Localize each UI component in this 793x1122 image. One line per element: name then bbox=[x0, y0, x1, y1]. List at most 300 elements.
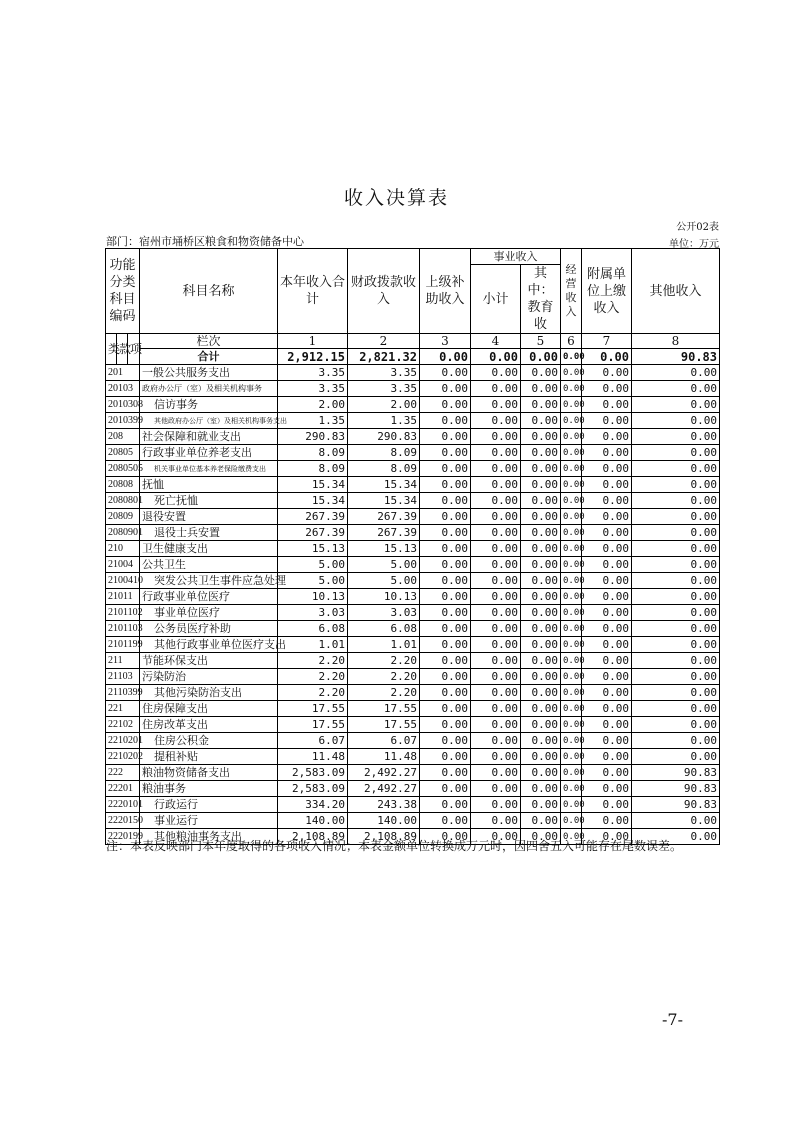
row-value: 0.00 bbox=[632, 365, 720, 381]
page-number: -7- bbox=[662, 1010, 683, 1029]
row-value: 0.00 bbox=[632, 733, 720, 749]
col-number: 1 bbox=[278, 334, 348, 349]
row-value: 0.00 bbox=[471, 397, 521, 413]
row-value: 0.00 bbox=[561, 813, 582, 829]
table-row bbox=[106, 765, 720, 781]
row-code: 2010399 bbox=[106, 413, 140, 429]
row-value: 0.00 bbox=[582, 813, 632, 829]
row-value: 0.00 bbox=[420, 749, 471, 765]
header-total-income: 本年收入合计 bbox=[278, 249, 348, 334]
row-value: 15.34 bbox=[278, 477, 348, 493]
row-value: 0.00 bbox=[471, 525, 521, 541]
row-value: 0.00 bbox=[521, 429, 561, 445]
row-value: 0.00 bbox=[582, 477, 632, 493]
row-value: 0.00 bbox=[632, 541, 720, 557]
row-value: 0.00 bbox=[471, 573, 521, 589]
row-code: 2220101 bbox=[106, 797, 140, 813]
row-value: 0.00 bbox=[471, 557, 521, 573]
table-row bbox=[106, 429, 720, 445]
header-fiscal: 财政拨款收入 bbox=[348, 249, 420, 334]
row-value: 267.39 bbox=[348, 509, 420, 525]
row-value: 0.00 bbox=[420, 397, 471, 413]
table-row bbox=[106, 461, 720, 477]
row-value: 6.08 bbox=[278, 621, 348, 637]
row-subject-name: 卫生健康支出 bbox=[140, 541, 278, 557]
row-value: 0.00 bbox=[471, 797, 521, 813]
row-value: 90.83 bbox=[632, 797, 720, 813]
income-table bbox=[105, 248, 720, 845]
row-code: 2210201 bbox=[106, 733, 140, 749]
row-value: 0.00 bbox=[582, 429, 632, 445]
col-number: 6 bbox=[561, 334, 582, 349]
row-value: 0.00 bbox=[632, 717, 720, 733]
row-value: 0.00 bbox=[561, 525, 582, 541]
row-value: 2.20 bbox=[278, 685, 348, 701]
total-value: 0.00 bbox=[582, 349, 632, 365]
row-value: 0.00 bbox=[561, 397, 582, 413]
row-code: 2080801 bbox=[106, 493, 140, 509]
row-subject-name: 突发公共卫生事件应急处理 bbox=[140, 573, 278, 589]
row-value: 0.00 bbox=[521, 637, 561, 653]
table-row bbox=[106, 669, 720, 685]
row-value: 90.83 bbox=[632, 765, 720, 781]
row-value: 6.07 bbox=[348, 733, 420, 749]
row-subject-name: 行政事业单位医疗 bbox=[140, 589, 278, 605]
row-value: 267.39 bbox=[348, 525, 420, 541]
row-value: 0.00 bbox=[561, 685, 582, 701]
row-value: 0.00 bbox=[420, 829, 471, 845]
row-value: 0.00 bbox=[521, 573, 561, 589]
row-value: 0.00 bbox=[582, 493, 632, 509]
header-lei: 类 bbox=[106, 334, 117, 365]
row-value: 0.00 bbox=[632, 573, 720, 589]
row-code: 22201 bbox=[106, 781, 140, 797]
row-subject-name: 行政事业单位养老支出 bbox=[140, 445, 278, 461]
row-value: 0.00 bbox=[420, 733, 471, 749]
row-value: 0.00 bbox=[632, 429, 720, 445]
row-subject-name: 事业运行 bbox=[140, 813, 278, 829]
row-value: 15.34 bbox=[278, 493, 348, 509]
row-value: 0.00 bbox=[582, 749, 632, 765]
total-value: 2,821.32 bbox=[348, 349, 420, 365]
table-row bbox=[106, 749, 720, 765]
row-value: 0.00 bbox=[632, 685, 720, 701]
row-value: 0.00 bbox=[420, 493, 471, 509]
row-value: 0.00 bbox=[582, 461, 632, 477]
row-code: 2220150 bbox=[106, 813, 140, 829]
row-value: 0.00 bbox=[471, 589, 521, 605]
row-code: 20808 bbox=[106, 477, 140, 493]
table-row bbox=[106, 381, 720, 397]
row-code: 2080505 bbox=[106, 461, 140, 477]
row-value: 2.20 bbox=[278, 653, 348, 669]
row-value: 2.00 bbox=[348, 397, 420, 413]
row-subject-name: 行政运行 bbox=[140, 797, 278, 813]
row-value: 0.00 bbox=[582, 701, 632, 717]
row-value: 0.00 bbox=[521, 621, 561, 637]
row-value: 11.48 bbox=[348, 749, 420, 765]
header-superior-subsidy: 上级补助收入 bbox=[420, 249, 471, 334]
row-subject-name: 粮油事务 bbox=[140, 781, 278, 797]
table-row bbox=[106, 557, 720, 573]
row-value: 0.00 bbox=[632, 461, 720, 477]
table-note: 注：本表反映部门本年度取得的各项收入情况；本表金额单位转换成万元时，因四舍五入可能存在尾数误差。 bbox=[106, 839, 683, 853]
row-value: 0.00 bbox=[582, 445, 632, 461]
row-value: 0.00 bbox=[471, 765, 521, 781]
row-code: 2110399 bbox=[106, 685, 140, 701]
row-value: 17.55 bbox=[348, 717, 420, 733]
header-func-code: 功能分类科目编码 bbox=[106, 249, 140, 334]
row-value: 0.00 bbox=[582, 541, 632, 557]
row-value: 0.00 bbox=[561, 829, 582, 845]
row-value: 0.00 bbox=[471, 669, 521, 685]
col-number: 7 bbox=[582, 334, 632, 349]
row-value: 0.00 bbox=[582, 685, 632, 701]
row-value: 0.00 bbox=[632, 493, 720, 509]
header-kuan: 款 bbox=[117, 334, 128, 365]
row-value: 90.83 bbox=[632, 781, 720, 797]
row-subject-name: 一般公共服务支出 bbox=[140, 365, 278, 381]
row-value: 140.00 bbox=[278, 813, 348, 829]
row-value: 0.00 bbox=[420, 461, 471, 477]
row-value: 334.20 bbox=[278, 797, 348, 813]
row-value: 0.00 bbox=[632, 653, 720, 669]
col-number: 4 bbox=[471, 334, 521, 349]
row-value: 0.00 bbox=[521, 493, 561, 509]
row-value: 0.00 bbox=[471, 701, 521, 717]
row-value: 0.00 bbox=[471, 733, 521, 749]
header-lanci: 栏次 bbox=[140, 334, 278, 349]
row-subject-name: 退役安置 bbox=[140, 509, 278, 525]
row-value: 0.00 bbox=[632, 589, 720, 605]
table-row bbox=[106, 653, 720, 669]
row-value: 0.00 bbox=[521, 605, 561, 621]
table-row bbox=[106, 701, 720, 717]
table-body bbox=[106, 365, 720, 845]
row-value: 0.00 bbox=[561, 733, 582, 749]
row-subject-name: 提租补贴 bbox=[140, 749, 278, 765]
col-number: 2 bbox=[348, 334, 420, 349]
row-code: 2220199 bbox=[106, 829, 140, 845]
table-row bbox=[106, 525, 720, 541]
row-code: 211 bbox=[106, 653, 140, 669]
row-value: 0.00 bbox=[420, 589, 471, 605]
row-value: 11.48 bbox=[278, 749, 348, 765]
row-value: 0.00 bbox=[521, 685, 561, 701]
row-subject-name: 政府办公厅（室）及相关机构事务 bbox=[140, 381, 278, 397]
row-value: 0.00 bbox=[632, 829, 720, 845]
row-value: 2.20 bbox=[348, 669, 420, 685]
row-value: 0.00 bbox=[632, 397, 720, 413]
row-value: 0.00 bbox=[521, 413, 561, 429]
row-value: 0.00 bbox=[471, 509, 521, 525]
table-row bbox=[106, 797, 720, 813]
row-value: 2,492.27 bbox=[348, 765, 420, 781]
row-value: 0.00 bbox=[582, 397, 632, 413]
header-business-income: 事业收入 bbox=[471, 249, 561, 265]
row-subject-name: 其他行政事业单位医疗支出 bbox=[140, 637, 278, 653]
row-value: 0.00 bbox=[521, 509, 561, 525]
row-value: 0.00 bbox=[420, 813, 471, 829]
row-value: 0.00 bbox=[521, 813, 561, 829]
row-value: 0.00 bbox=[632, 701, 720, 717]
col-number: 3 bbox=[420, 334, 471, 349]
row-code: 222 bbox=[106, 765, 140, 781]
row-value: 0.00 bbox=[471, 477, 521, 493]
row-code: 22102 bbox=[106, 717, 140, 733]
row-value: 0.00 bbox=[471, 541, 521, 557]
total-value: 2,912.15 bbox=[278, 349, 348, 365]
row-value: 0.00 bbox=[582, 573, 632, 589]
total-value: 0.00 bbox=[561, 349, 582, 365]
total-label: 合计 bbox=[140, 349, 278, 365]
row-subject-name: 粮油物资储备支出 bbox=[140, 765, 278, 781]
row-value: 0.00 bbox=[420, 429, 471, 445]
row-value: 3.03 bbox=[278, 605, 348, 621]
row-value: 0.00 bbox=[521, 669, 561, 685]
row-subject-name: 公务员医疗补助 bbox=[140, 621, 278, 637]
row-subject-name: 住房保障支出 bbox=[140, 701, 278, 717]
row-value: 0.00 bbox=[632, 413, 720, 429]
row-value: 0.00 bbox=[561, 445, 582, 461]
row-code: 20805 bbox=[106, 445, 140, 461]
row-value: 0.00 bbox=[632, 637, 720, 653]
col-number: 5 bbox=[521, 334, 561, 349]
row-value: 0.00 bbox=[420, 669, 471, 685]
row-code: 221 bbox=[106, 701, 140, 717]
row-value: 0.00 bbox=[632, 813, 720, 829]
row-value: 0.00 bbox=[471, 365, 521, 381]
row-value: 2,583.09 bbox=[278, 781, 348, 797]
row-value: 140.00 bbox=[348, 813, 420, 829]
row-code: 21103 bbox=[106, 669, 140, 685]
row-value: 5.00 bbox=[348, 557, 420, 573]
row-value: 0.00 bbox=[420, 765, 471, 781]
row-value: 0.00 bbox=[521, 557, 561, 573]
row-value: 0.00 bbox=[420, 365, 471, 381]
row-value: 0.00 bbox=[582, 621, 632, 637]
row-value: 15.34 bbox=[348, 493, 420, 509]
row-value: 0.00 bbox=[582, 365, 632, 381]
row-value: 6.07 bbox=[278, 733, 348, 749]
row-code: 201 bbox=[106, 365, 140, 381]
row-value: 243.38 bbox=[348, 797, 420, 813]
table-row bbox=[106, 605, 720, 621]
row-value: 0.00 bbox=[561, 477, 582, 493]
table-row bbox=[106, 541, 720, 557]
row-subject-name: 其他污染防治支出 bbox=[140, 685, 278, 701]
row-value: 0.00 bbox=[471, 445, 521, 461]
row-code: 2101103 bbox=[106, 621, 140, 637]
row-value: 3.35 bbox=[278, 365, 348, 381]
row-value: 0.00 bbox=[632, 445, 720, 461]
row-value: 5.00 bbox=[348, 573, 420, 589]
row-value: 0.00 bbox=[561, 413, 582, 429]
row-value: 5.00 bbox=[278, 573, 348, 589]
row-value: 0.00 bbox=[561, 365, 582, 381]
row-code: 2010308 bbox=[106, 397, 140, 413]
row-value: 2,492.27 bbox=[348, 781, 420, 797]
row-code: 2210202 bbox=[106, 749, 140, 765]
row-value: 1.01 bbox=[348, 637, 420, 653]
row-value: 0.00 bbox=[521, 541, 561, 557]
row-value: 0.00 bbox=[420, 573, 471, 589]
row-subject-name: 节能环保支出 bbox=[140, 653, 278, 669]
row-value: 0.00 bbox=[471, 637, 521, 653]
row-value: 0.00 bbox=[471, 413, 521, 429]
row-value: 0.00 bbox=[582, 829, 632, 845]
row-value: 3.35 bbox=[348, 365, 420, 381]
row-value: 290.83 bbox=[348, 429, 420, 445]
row-value: 0.00 bbox=[521, 733, 561, 749]
row-value: 0.00 bbox=[632, 557, 720, 573]
row-value: 1.01 bbox=[278, 637, 348, 653]
row-value: 0.00 bbox=[521, 589, 561, 605]
table-row bbox=[106, 445, 720, 461]
row-value: 0.00 bbox=[561, 429, 582, 445]
row-value: 5.00 bbox=[278, 557, 348, 573]
total-value: 0.00 bbox=[471, 349, 521, 365]
row-value: 0.00 bbox=[420, 717, 471, 733]
table-row bbox=[106, 413, 720, 429]
row-value: 0.00 bbox=[420, 381, 471, 397]
row-value: 2,108.89 bbox=[278, 829, 348, 845]
table-row bbox=[106, 397, 720, 413]
row-value: 0.00 bbox=[521, 477, 561, 493]
row-value: 8.09 bbox=[348, 445, 420, 461]
row-value: 0.00 bbox=[582, 509, 632, 525]
row-value: 8.09 bbox=[348, 461, 420, 477]
row-code: 2080901 bbox=[106, 525, 140, 541]
row-value: 6.08 bbox=[348, 621, 420, 637]
row-value: 0.00 bbox=[420, 605, 471, 621]
table-row bbox=[106, 685, 720, 701]
row-value: 0.00 bbox=[632, 621, 720, 637]
row-value: 0.00 bbox=[521, 717, 561, 733]
row-value: 1.35 bbox=[348, 413, 420, 429]
row-value: 17.55 bbox=[348, 701, 420, 717]
row-subject-name: 社会保障和就业支出 bbox=[140, 429, 278, 445]
row-value: 0.00 bbox=[632, 605, 720, 621]
row-code: 21011 bbox=[106, 589, 140, 605]
row-value: 0.00 bbox=[420, 445, 471, 461]
row-subject-name: 公共卫生 bbox=[140, 557, 278, 573]
row-value: 0.00 bbox=[420, 797, 471, 813]
row-value: 0.00 bbox=[582, 733, 632, 749]
table-row bbox=[106, 589, 720, 605]
row-value: 0.00 bbox=[420, 541, 471, 557]
table-row bbox=[106, 509, 720, 525]
total-value: 90.83 bbox=[632, 349, 720, 365]
row-value: 0.00 bbox=[561, 621, 582, 637]
row-value: 15.13 bbox=[278, 541, 348, 557]
row-value: 10.13 bbox=[278, 589, 348, 605]
report-title: 收入决算表 bbox=[343, 187, 449, 209]
row-value: 2.20 bbox=[348, 653, 420, 669]
row-subject-name: 事业单位医疗 bbox=[140, 605, 278, 621]
row-value: 0.00 bbox=[582, 413, 632, 429]
row-value: 0.00 bbox=[561, 541, 582, 557]
row-code: 20103 bbox=[106, 381, 140, 397]
row-code: 208 bbox=[106, 429, 140, 445]
row-value: 2,583.09 bbox=[278, 765, 348, 781]
total-value: 0.00 bbox=[521, 349, 561, 365]
header-other: 其他收入 bbox=[632, 249, 720, 334]
row-value: 0.00 bbox=[561, 637, 582, 653]
row-value: 290.83 bbox=[278, 429, 348, 445]
row-value: 0.00 bbox=[521, 381, 561, 397]
row-value: 0.00 bbox=[471, 381, 521, 397]
row-subject-name: 住房公积金 bbox=[140, 733, 278, 749]
row-value: 0.00 bbox=[561, 381, 582, 397]
row-value: 0.00 bbox=[521, 365, 561, 381]
header-operating: 经营收入 bbox=[561, 249, 582, 334]
row-value: 0.00 bbox=[561, 509, 582, 525]
row-value: 0.00 bbox=[471, 829, 521, 845]
row-value: 0.00 bbox=[471, 429, 521, 445]
row-value: 0.00 bbox=[582, 669, 632, 685]
header-affiliated: 附属单位上缴收入 bbox=[582, 249, 632, 334]
row-value: 0.00 bbox=[471, 461, 521, 477]
row-value: 0.00 bbox=[582, 525, 632, 541]
table-row bbox=[106, 365, 720, 381]
row-code: 2101199 bbox=[106, 637, 140, 653]
row-value: 0.00 bbox=[420, 621, 471, 637]
row-value: 0.00 bbox=[521, 781, 561, 797]
row-value: 0.00 bbox=[632, 669, 720, 685]
table-row bbox=[106, 477, 720, 493]
row-value: 0.00 bbox=[521, 461, 561, 477]
row-code: 2100410 bbox=[106, 573, 140, 589]
row-value: 0.00 bbox=[420, 685, 471, 701]
header-subtotal: 小计 bbox=[471, 265, 521, 334]
row-value: 0.00 bbox=[582, 781, 632, 797]
row-value: 267.39 bbox=[278, 525, 348, 541]
total-value: 0.00 bbox=[420, 349, 471, 365]
row-subject-name: 退役士兵安置 bbox=[140, 525, 278, 541]
row-value: 0.00 bbox=[582, 605, 632, 621]
row-value: 1.35 bbox=[278, 413, 348, 429]
row-value: 3.03 bbox=[348, 605, 420, 621]
row-value: 0.00 bbox=[521, 445, 561, 461]
row-value: 0.00 bbox=[420, 701, 471, 717]
row-value: 17.55 bbox=[278, 701, 348, 717]
row-value: 0.00 bbox=[521, 797, 561, 813]
row-subject-name: 抚恤 bbox=[140, 477, 278, 493]
row-value: 0.00 bbox=[582, 637, 632, 653]
row-value: 0.00 bbox=[471, 781, 521, 797]
table-row bbox=[106, 813, 720, 829]
table-row bbox=[106, 621, 720, 637]
row-value: 0.00 bbox=[561, 781, 582, 797]
row-value: 0.00 bbox=[582, 653, 632, 669]
row-value: 0.00 bbox=[471, 621, 521, 637]
form-number: 公开02表 bbox=[676, 222, 719, 233]
row-value: 0.00 bbox=[582, 557, 632, 573]
col-number: 8 bbox=[632, 334, 720, 349]
row-value: 0.00 bbox=[471, 493, 521, 509]
row-code: 21004 bbox=[106, 557, 140, 573]
row-value: 15.13 bbox=[348, 541, 420, 557]
row-subject-name: 住房改革支出 bbox=[140, 717, 278, 733]
header-subject-name: 科目名称 bbox=[140, 249, 278, 334]
row-value: 0.00 bbox=[561, 605, 582, 621]
row-value: 3.35 bbox=[348, 381, 420, 397]
row-value: 0.00 bbox=[521, 701, 561, 717]
row-value: 3.35 bbox=[278, 381, 348, 397]
row-value: 0.00 bbox=[471, 605, 521, 621]
row-value: 0.00 bbox=[561, 493, 582, 509]
